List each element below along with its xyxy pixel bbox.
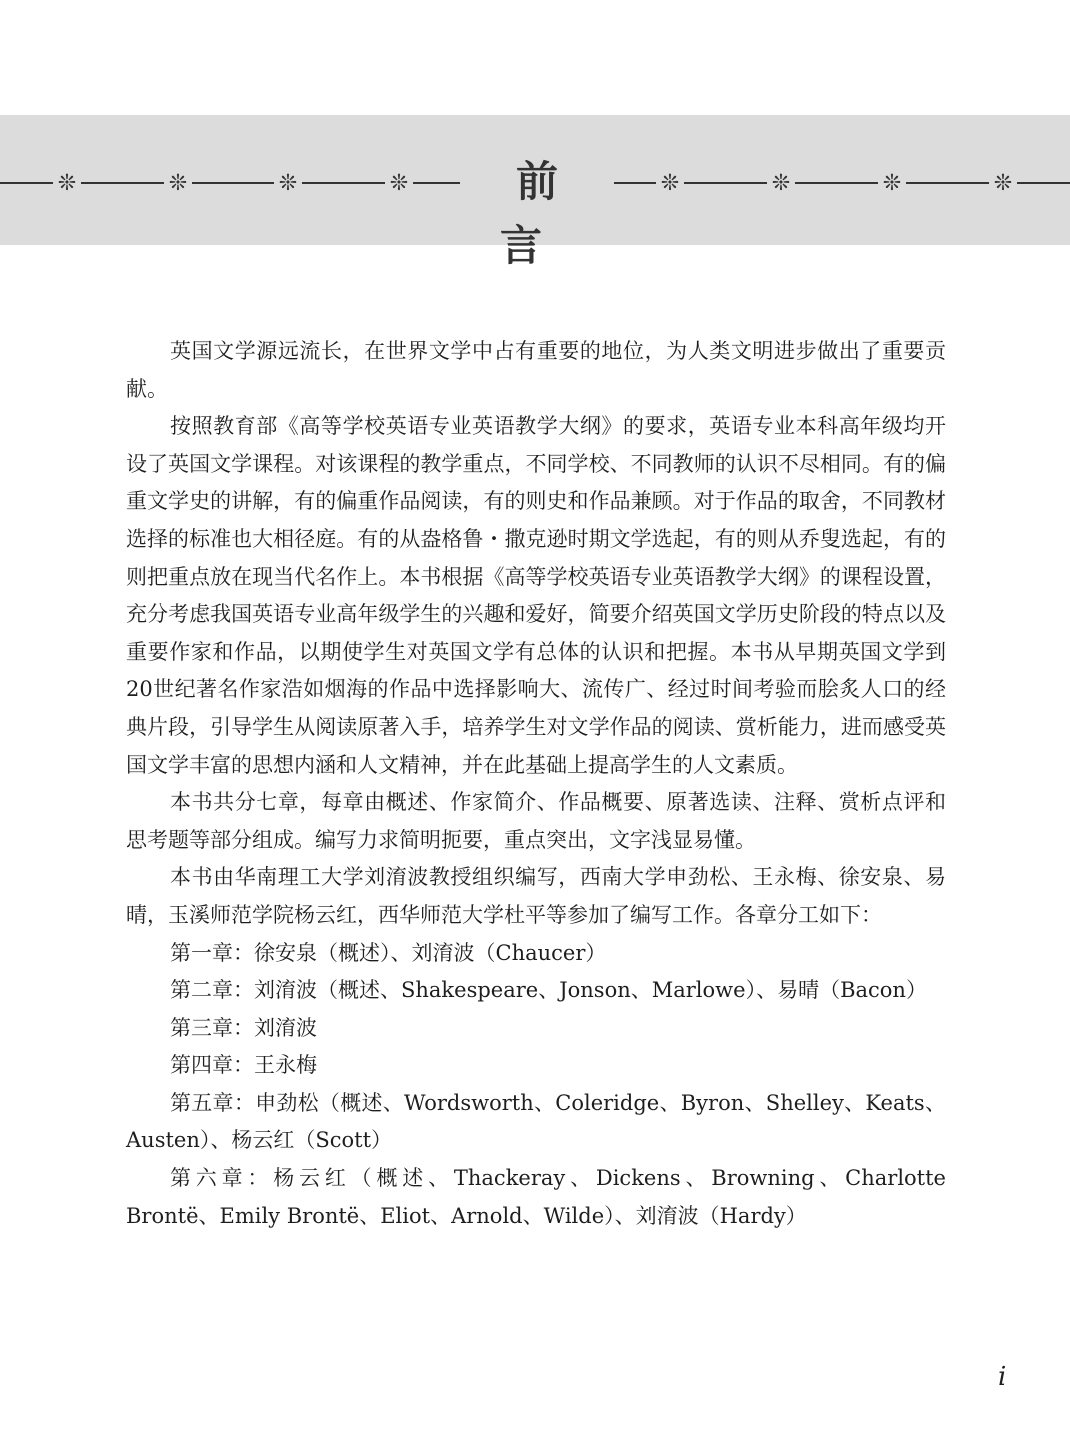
chapter-assignment: 第四章：王永梅	[170, 1053, 317, 1078]
paragraph: 本书共分七章，每章由概述、作家简介、作品概要、原著选读、注释、赏析点评和思考题等部分组成。编写力求简明扼要，重点突出，文字浅显易懂。	[126, 790, 946, 852]
snowflake-ornament-icon: ❊	[164, 170, 192, 198]
page-title: 前言	[460, 150, 614, 214]
body-text	[126, 333, 946, 1235]
chapter-assignment: 第一章：徐安泉（概述）、刘淯波（Chaucer）	[170, 940, 607, 965]
snowflake-ornament-icon: ❊	[656, 170, 684, 198]
snowflake-ornament-icon: ❊	[385, 170, 413, 198]
page-number: i	[998, 1362, 1007, 1392]
paragraph: 本书由华南理工大学刘淯波教授组织编写，西南大学申劲松、王永梅、徐安泉、易晴，玉溪师范学院杨云红，西华师范大学杜平等参加了编写工作。各章分工如下：	[126, 865, 946, 927]
paragraph: 按照教育部《高等学校英语专业英语教学大纲》的要求，英语专业本科高年级均开设了英国文学课程。对该课程的教学重点，不同学校、不同教师的认识不尽相同。有的偏重文学史的讲解，有的偏重作品阅读，有的则史和作品兼顾。对于作品的取舍，不同教材选择的标准也大相径庭。有的从盎格鲁・撒克逊时期文学选起，有的则从乔叟选起，有的则把重点放在现当代名作上。本书根据《高等学校英语专业英语教学大纲》的课程设置，充分考虑我国英语专业高年级学生的兴趣和爱好，简要介绍英国文学历史阶段的特点以及重要作家和作品，以期使学生对英国文学有总体的认识和把握。本书从早期英国文学到20世纪著名作家浩如烟海的作品中选择影响大、流传广、经过时间考验而脍炙人口的经典片段，引导学生从阅读原著入手，培养学生对文学作品的阅读、赏析能力，进而感受英国文学丰富的思想内涵和人文精神，并在此基础上提高学生的人文素质。	[126, 414, 946, 777]
chapter-assignment: 第六章：杨云红（概述、Thackeray、Dickens、Browning、Charlotte Brontë、Emily Brontë、Eliot、Arnold、Wilde）、刘淯波（Hardy）	[126, 1166, 946, 1228]
paragraph: 英国文学源远流长，在世界文学中占有重要的地位，为人类文明进步做出了重要贡献。	[126, 339, 946, 401]
snowflake-ornament-icon: ❊	[989, 170, 1017, 198]
chapter-assignment: 第三章：刘淯波	[170, 1015, 317, 1040]
snowflake-ornament-icon: ❊	[274, 170, 302, 198]
chapter-assignment: 第五章：申劲松（概述、Wordsworth、Coleridge、Byron、Shelley、Keats、Austen）、杨云红（Scott）	[126, 1090, 946, 1153]
snowflake-ornament-icon: ❊	[878, 170, 906, 198]
snowflake-ornament-icon: ❊	[767, 170, 795, 198]
chapter-assignment: 第二章：刘淯波（概述、Shakespeare、Jonson、Marlowe）、易晴（Bacon）	[170, 978, 927, 1003]
snowflake-ornament-icon: ❊	[53, 170, 81, 198]
